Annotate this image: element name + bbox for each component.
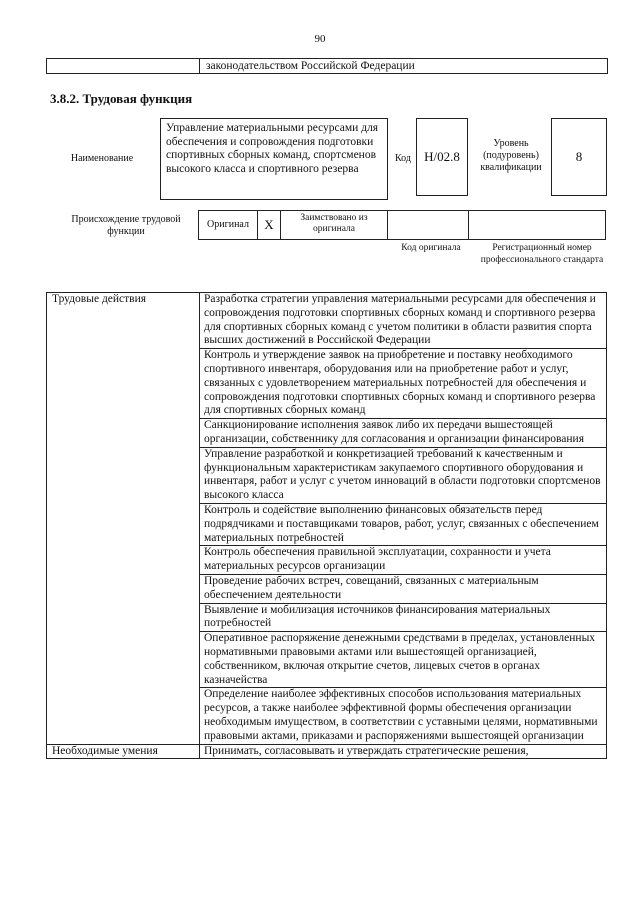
action-item: Управление разработкой и конкретизацией требований к качественным и функциональным характеристикам закупаемого спортивного оборудования и инвентаря, работ и услуг с учетом инноваций в области подготовки спортсменов высокого класса	[200, 447, 607, 503]
name-value: Управление материальными ресурсами для обеспечения и сопровождения подготовки спортивных сборных команд, спортсменов высокого класса и спортивного резерва	[160, 118, 388, 200]
continuation-row-text: законодательством Российской Федерации	[206, 60, 415, 72]
origin-row	[198, 210, 607, 240]
skill-item: Принимать, согласовывать и утверждать стратегические решения,	[200, 744, 607, 759]
origin-label: Происхождение трудовой функции	[71, 214, 181, 237]
origin-code-caption: Код оригинала	[401, 243, 461, 253]
origin-borrowed: Заимствовано из оригинала	[280, 210, 388, 240]
table-row	[47, 293, 607, 349]
action-item: Проведение рабочих встреч, совещаний, связанных с материальным обеспечением деятельности	[200, 574, 607, 603]
page-number: 90	[314, 33, 326, 45]
action-item: Выявление и мобилизация источников финансирования материальных потребностей	[200, 603, 607, 632]
action-item: Контроль и содействие выполнению финансовых обязательств перед подрядчиками и поставщиками товаров, работ, услуг, связанных с обеспечением материальных потребностей	[200, 503, 607, 545]
origin-reg-caption: Регистрационный номер профессионального стандарта	[480, 243, 604, 265]
action-item: Санкционирование исполнения заявок либо их передачи вышестоящей организации, собственнику для согласования и организации финансирования	[200, 419, 607, 448]
origin-mark: X	[257, 210, 281, 240]
code-label: Код	[395, 153, 411, 164]
skills-label: Необходимые умения	[47, 744, 200, 759]
continuation-row	[46, 58, 608, 74]
level-label: Уровень (подуровень) квалификации	[480, 138, 542, 173]
origin-code-cell	[387, 210, 469, 240]
action-item: Контроль и утверждение заявок на приобретение и поставку необходимого спортивного инвентаря, оборудования или на приобретение работ и услуг, связанных с удовлетворением материальных потребностей для обеспечения и сопровождения подготовки спортивных сборных команд и спортивного резерва для спортивных сборных команд	[200, 349, 607, 419]
action-item: Разработка стратегии управления материальными ресурсами для обеспечения и сопровождения подготовки спортивных сборных команд и спортивного резерва для спортивных сборных команд с учетом политики в области развития спорта высших достижений в Российской Федерации	[200, 293, 607, 349]
table-row	[47, 744, 607, 759]
continuation-row-left-cell	[47, 59, 200, 73]
origin-reg-cell	[468, 210, 606, 240]
section-title: 3.8.2. Трудовая функция	[50, 91, 193, 106]
origin-original: Оригинал	[198, 210, 258, 240]
code-value: H/02.8	[416, 118, 468, 196]
actions-label: Трудовые действия	[47, 293, 200, 745]
name-label: Наименование	[70, 153, 134, 164]
action-item: Контроль обеспечения правильной эксплуатации, сохранности и учета материальных ресурсов организации	[200, 546, 607, 575]
action-item: Оперативное распоряжение денежными средствами в пределах, установленных нормативными правовыми актами или вышестоящей организацией, собственником, включая открытие счетов, лицевых счетов в органах казначейства	[200, 632, 607, 688]
labor-actions-table	[46, 292, 607, 759]
action-item: Определение наиболее эффективных способов использования материальных ресурсов, а также наиболее эффективной формы обеспечения организации необходимым имуществом, в соответствии с уставными целями, нормативными правовыми актами, приказами и распоряжениями вышестоящей организации	[200, 688, 607, 744]
level-value: 8	[551, 118, 607, 196]
